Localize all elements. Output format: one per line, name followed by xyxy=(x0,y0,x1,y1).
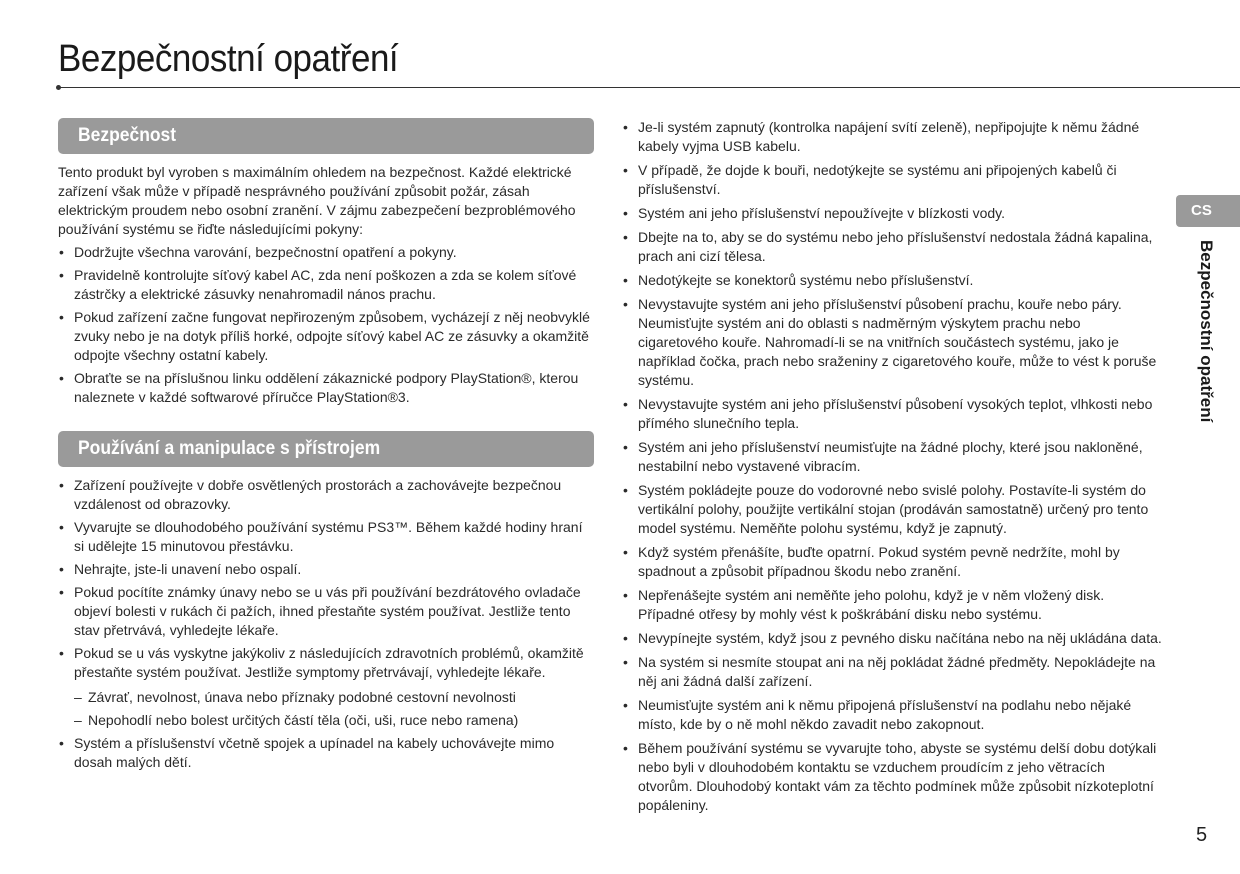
list-item: • Nevystavujte systém ani jeho příslušenství působení prachu, kouře nebo páry. Neumisťujte systém ani do oblasti s nadměrným výskytem prachu nebo cigaretového kouře. Nahromadí-li se na vnitřních součástech systému, jako je například čočka, prach nebo sraženiny z cigaretového kouře, může to vést k poruše systému. xyxy=(623,296,1157,388)
bullet: • xyxy=(623,119,628,135)
bullet: • xyxy=(623,205,628,221)
language-tab: CS xyxy=(1176,195,1240,227)
list-item: • Je-li systém zapnutý (kontrolka napájení svítí zeleně), nepřipojujte k němu žádné kabely vyjma USB kabelu. xyxy=(623,119,1140,154)
section-header-usage xyxy=(58,431,594,467)
list-item: • Vyvarujte se dlouhodobého používání systému PS3™. Během každé hodiny hraní si udělejte 15 minutovou přestávku. xyxy=(59,519,583,554)
bullet: • xyxy=(623,162,628,178)
safety-list xyxy=(58,243,594,407)
right-column xyxy=(622,118,1162,820)
list-item: • Pokud pocítíte známky únavy nebo se u vás při používání bezdrátového ovladače objeví bolesti v rukách či pažích, ihned přestaňte systém používat. Jestliže tento stav přetrvává, vyhledejte lékaře. xyxy=(59,584,581,638)
list-item: • Když systém přenášíte, buďte opatrní. Pokud systém pevně nedržíte, mohl by spadnout a způsobit případnou škodu nebo zranění. xyxy=(623,544,1120,579)
list-item: • Nedotýkejte se konektorů systému nebo příslušenství. xyxy=(623,272,974,288)
bullet: • xyxy=(623,630,628,646)
bullet: • xyxy=(623,296,628,312)
title-rule-dot xyxy=(56,85,61,90)
section-title-safety: Bezpečnost xyxy=(78,125,177,146)
list-item: • Nevystavujte systém ani jeho příslušenství působení vysokých teplot, vlhkosti nebo přímého slunečního tepla. xyxy=(623,396,1153,431)
bullet: • xyxy=(623,544,628,560)
list-item: • Pokud zařízení začne fungovat nepřirozeným způsobem, vycházejí z něj neobvyklé zvuky nebo je na dotyk příliš horké, odpojte síťový kabel AC ze zásuvky a okamžitě odpojte všechny ostatní kabely. xyxy=(59,309,590,363)
left-column xyxy=(58,118,594,776)
list-item: • Systém ani jeho příslušenství nepoužívejte v blízkosti vody. xyxy=(623,205,1006,221)
list-item: • Obraťte se na příslušnou linku oddělení zákaznické podpory PlayStation®, kterou naleznete v každé softwarové příručce PlayStation®3. xyxy=(59,370,579,405)
bullet: • xyxy=(59,370,64,386)
section-title-usage: Používání a manipulace s přístrojem xyxy=(78,438,381,459)
section-header-safety xyxy=(58,118,594,154)
bullet: • xyxy=(623,740,628,756)
list-item: • Pravidelně kontrolujte síťový kabel AC, zda není poškozen a zda se kolem síťové zástrčky a elektrické zásuvky nenahromadil nános prachu. xyxy=(59,267,577,302)
bullet: • xyxy=(59,309,64,325)
title-rule xyxy=(58,87,1240,88)
list-item: • Na systém si nesmíte stoupat ani na něj pokládat žádné předměty. Nepokládejte na něj ani žádná další zařízení. xyxy=(623,654,1156,689)
list-item: • Pokud se u vás vyskytne jakýkoliv z následujících zdravotních problémů, okamžitě přestaňte systém používat. Jestliže symptomy přetrvávají, vyhledejte lékaře. – Závrať, nevolnost, únava nebo příznaky podobné cestovní nevolnosti – Nepohodlí nebo bolest určitých částí těla (oči, uši, ruce nebo ramena) xyxy=(58,644,594,730)
dash: – xyxy=(74,689,82,705)
dash: – xyxy=(74,712,82,728)
sub-list-item: – Nepohodlí nebo bolest určitých částí těla (oči, uši, ruce nebo ramena) xyxy=(74,712,519,728)
bullet: • xyxy=(59,584,64,600)
bullet: • xyxy=(59,561,64,577)
list-item: • Systém a příslušenství včetně spojek a upínadel na kabely uchovávejte mimo dosah malých dětí. xyxy=(59,735,555,770)
bullet: • xyxy=(59,477,64,493)
list-item: • Neumisťujte systém ani k němu připojená příslušenství na podlahu nebo nějaké místo, kde by o ně mohl někdo zavadit nebo zakopnout. xyxy=(623,697,1132,732)
list-item: • Nevypínejte systém, když jsou z pevného disku načítána nebo na něj ukládána data. xyxy=(623,630,1162,646)
bullet: • xyxy=(623,482,628,498)
bullet: • xyxy=(623,229,628,245)
list-item: • Nepřenášejte systém ani neměňte jeho polohu, když je v něm vložený disk. Případné otřesy by mohly vést k poškrábání disku nebo systému. xyxy=(623,587,1105,622)
bullet: • xyxy=(59,735,64,751)
bullet: • xyxy=(623,439,628,455)
bullet: • xyxy=(623,396,628,412)
bullet: • xyxy=(59,267,64,283)
list-item: • Během používání systému se vyvarujte toho, abyste se systému delší dobu dotýkali nebo byli v dlouhodobém kontaktu se vzduchem proudícím z jeho větracích otvorům. Dlouhodobý kontakt vám za těchto podmínek může způsobit nízkoteplotní popáleniny. xyxy=(623,740,1157,813)
bullet: • xyxy=(59,645,64,661)
page-title: Bezpečnostní opatření xyxy=(58,38,399,80)
bullet: • xyxy=(623,697,628,713)
usage-list xyxy=(58,476,594,772)
list-item: • Dbejte na to, aby se do systému nebo jeho příslušenství nedostala žádná kapalina, prach ani cizí tělesa. xyxy=(623,229,1153,264)
bullet: • xyxy=(623,654,628,670)
safety-intro: Tento produkt byl vyroben s maximálním ohledem na bezpečnost. Každé elektrické zařízení však může v případě nesprávného používání způsobit požár, zásah elektrickým proudem nebo osobní zranění. V zájmu zabezpečení bezproblémového používání systému se řiďte následujícími pokyny: xyxy=(58,164,576,237)
side-section-title: Bezpečnostní opatření xyxy=(1197,240,1216,423)
list-item: • Systém ani jeho příslušenství neumisťujte na žádné plochy, které jsou nakloněné, nestabilní nebo vystavené vibracím. xyxy=(623,439,1143,474)
handling-list xyxy=(622,118,1162,815)
list-item: • Nehrajte, jste-li unavení nebo ospalí. xyxy=(59,561,302,577)
list-item: • Dodržujte všechna varování, bezpečnostní opatření a pokyny. xyxy=(59,244,457,260)
sub-list-item: – Závrať, nevolnost, únava nebo příznaky podobné cestovní nevolnosti xyxy=(74,689,516,705)
list-item: • Zařízení používejte v dobře osvětlených prostorách a zachovávejte bezpečnou vzdálenost od obrazovky. xyxy=(59,477,562,512)
list-item: • Systém pokládejte pouze do vodorovné nebo svislé polohy. Postavíte-li systém do vertikální polohy, použijte vertikální stojan (prodáván samostatně) určený pro tento model systému. Neměňte polohu systému, když je zapnutý. xyxy=(623,482,1149,536)
bullet: • xyxy=(59,244,64,260)
page-number: 5 xyxy=(1196,824,1208,846)
bullet: • xyxy=(59,519,64,535)
list-item: • V případě, že dojde k bouři, nedotýkejte se systému ani připojených kabelů či příslušenství. xyxy=(623,162,1117,197)
bullet: • xyxy=(623,272,628,288)
bullet: • xyxy=(623,587,628,603)
symptom-sublist xyxy=(74,688,594,730)
